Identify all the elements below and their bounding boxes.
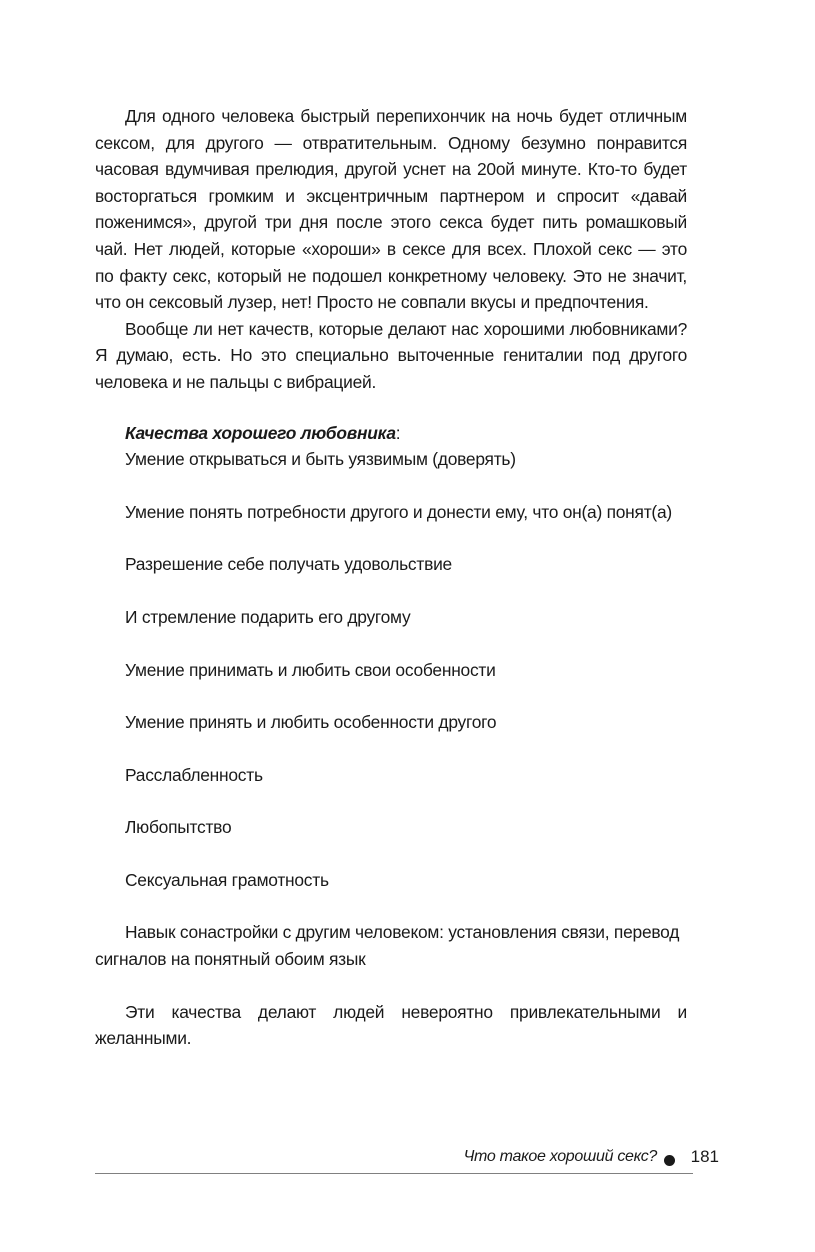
qualities-heading-colon: : bbox=[395, 422, 401, 443]
list-item: Навык сонастройки с другим человеком: установления связи, перевод сигналов на понятный обоим язык bbox=[95, 922, 680, 970]
paragraph-2: Вообще ли нет качеств, которые делают нас хорошими любовниками? Я думаю, есть. Но это специально выточенные гениталии под другого человека и не пальцы с вибрацией. bbox=[95, 318, 687, 392]
running-head: Что такое хороший секс? bbox=[463, 1148, 657, 1165]
list-item: Разрешение себе получать удовольствие bbox=[125, 554, 452, 575]
list-item: Расслабленность bbox=[125, 764, 263, 785]
list-item: Умение принять и любить особенности другого bbox=[125, 712, 497, 733]
bullet-dot-icon bbox=[664, 1155, 675, 1166]
list-item: Умение открываться и быть уязвимым (доверять) bbox=[125, 449, 516, 470]
page-body bbox=[95, 103, 687, 1052]
list-item: Умение понять потребности другого и донести ему, что он(а) понят(а) bbox=[125, 501, 672, 522]
list-item: Сексуальная грамотность bbox=[125, 869, 329, 890]
paragraph-1: Для одного человека быстрый перепихончик на ночь будет отличным сексом, для другого — отвратительным. Одному безумно понравится часовая вдумчивая прелюдия, другой уснет на 20ой минуте. Кто-то будет восторгаться громким и эксцентричным партнером и спросит «давай поженимся», другой три дня после этого секса будет пить ромашковый чай. Нет людей, которые «хороши» в сексе для всех. Плохой секс — это по факту секс, который не подошел конкретному человеку. Это не значит, что он сексовый лузер, нет! Просто не совпали вкусы и предпочтения. bbox=[95, 106, 687, 313]
page-number: 181 bbox=[690, 1147, 719, 1166]
closing-paragraph: Эти качества делают людей невероятно привлекательными и желанными. bbox=[95, 1001, 687, 1049]
list-item: Умение принимать и любить свои особенности bbox=[125, 659, 496, 680]
qualities-heading bbox=[95, 420, 687, 447]
qualities-heading-text: Качества хорошего любовника bbox=[125, 422, 396, 443]
qualities-list bbox=[95, 446, 687, 973]
list-item: И стремление подарить его другому bbox=[125, 606, 411, 627]
footer-divider bbox=[95, 1173, 693, 1174]
list-item: Любопытство bbox=[125, 817, 232, 838]
page-footer bbox=[95, 1146, 719, 1176]
